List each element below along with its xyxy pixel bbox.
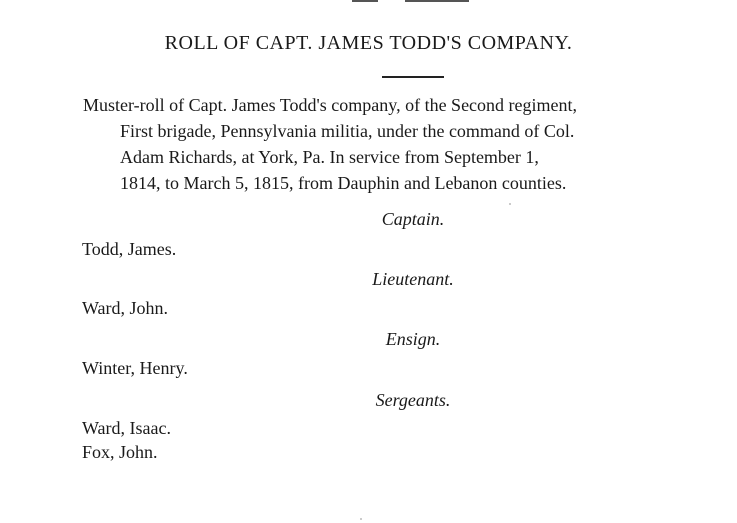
speck-mark (509, 203, 511, 205)
intro-line: Muster-roll of Capt. James Todd's company, of the Second regiment, (83, 95, 578, 115)
section-heading-captain: Captain. (381, 209, 445, 229)
page-title: ROLL OF CAPT. JAMES TODD'S COMPANY. (164, 32, 573, 54)
top-rule-right (405, 0, 469, 2)
roster-name: Ward, Isaac. (82, 418, 171, 438)
intro-paragraph (83, 92, 723, 196)
intro-line: First brigade, Pennsylvania militia, under the command of Col. (120, 121, 575, 141)
section-heading-ensign: Ensign. (385, 329, 441, 349)
intro-line: 1814, to March 5, 1815, from Dauphin and Lebanon counties. (120, 173, 567, 193)
speck-mark (360, 518, 362, 520)
intro-line: Adam Richards, at York, Pa. In service from September 1, (120, 147, 539, 167)
title-divider (382, 76, 444, 78)
roster-name: Winter, Henry. (82, 358, 188, 378)
roster-name: Fox, John. (82, 442, 158, 462)
roster-name: Ward, John. (82, 298, 169, 318)
section-heading-lieutenant: Lieutenant. (372, 269, 454, 289)
top-rule-left (352, 0, 378, 2)
roster-name: Todd, James. (82, 239, 177, 259)
section-heading-sergeants: Sergeants. (375, 390, 451, 410)
